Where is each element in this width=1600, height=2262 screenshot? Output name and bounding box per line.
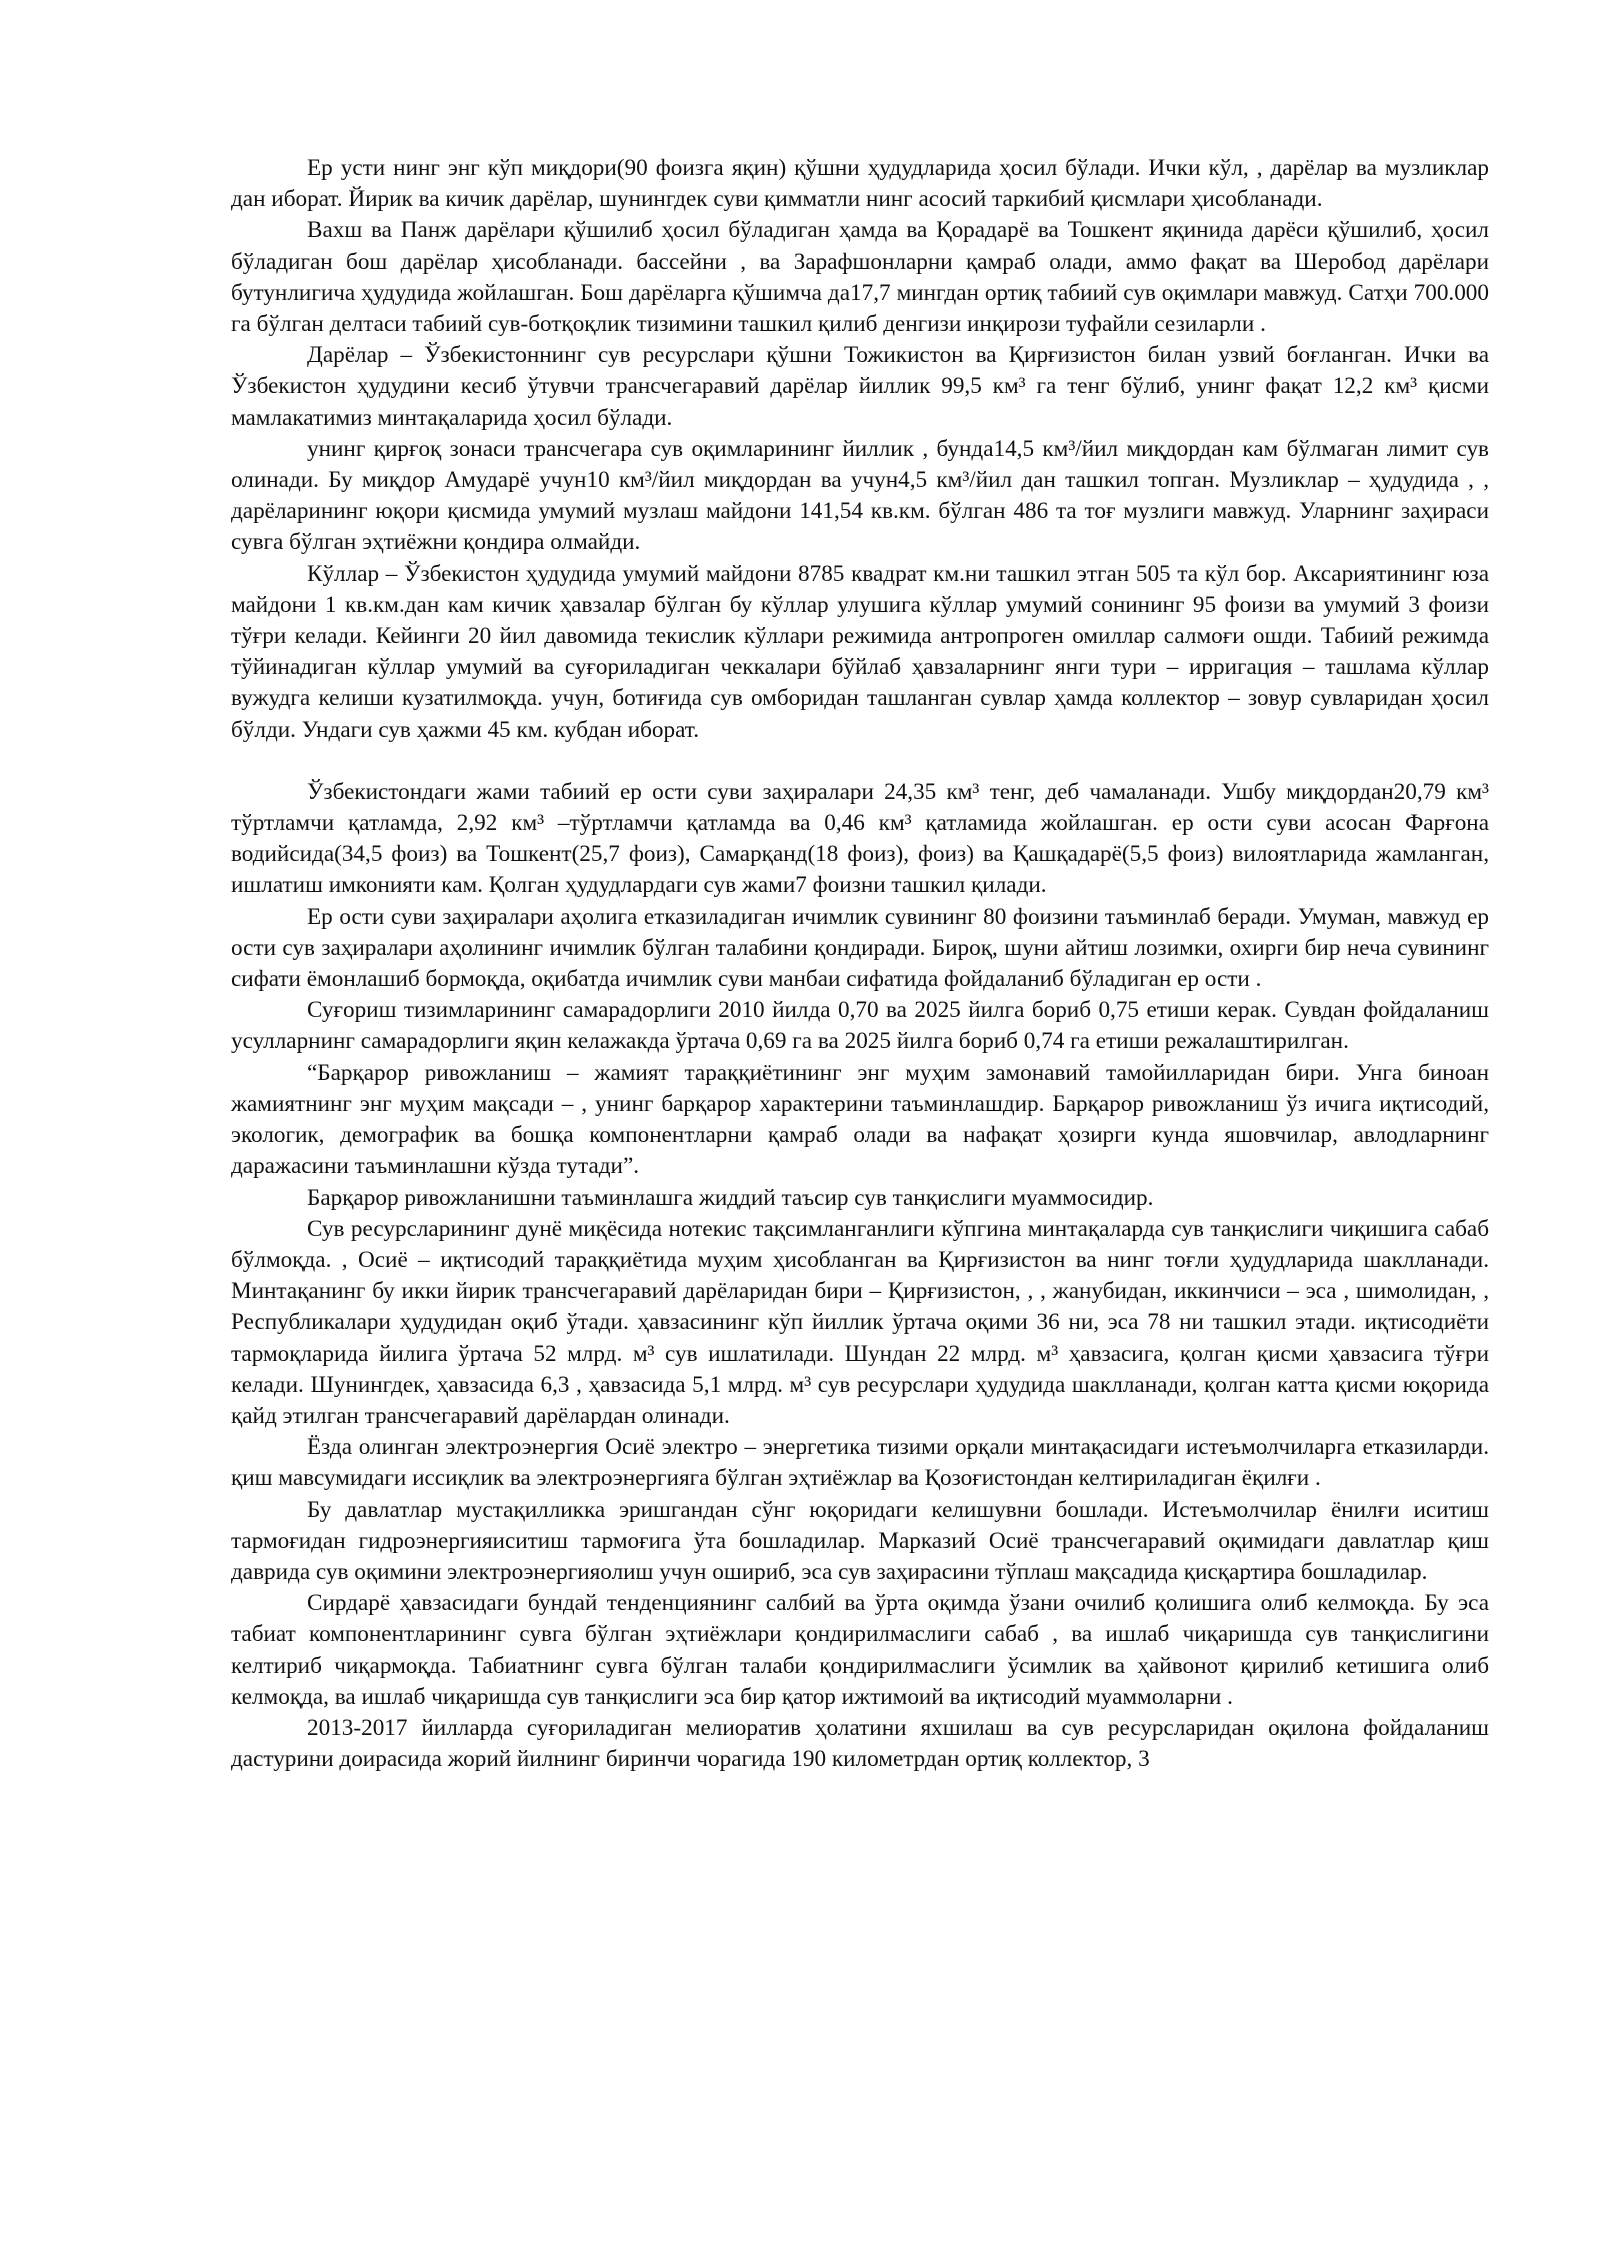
paragraph-lakes: Кўллар – Ўзбекистон ҳудудида умумий майдони 8785 квадрат км.ни ташкил этган 505 та кўл бор. Аксариятининг юза майдони 1 кв.км.дан кам кичик ҳавзалар бўлган бу кўллар улушига кўллар умумий сонининг 95 фоизи ва умумий 3 фоизи тўғри келади. Кейинги 20 йил давомида текислик кўллари режимида антропроген омиллар салмоғи ошди. Табиий режимда тўйинадиган кўллар умумий ва суғориладиган чеккалари бўйлаб ҳавзаларнинг янги тури – ирригация – ташлама кўллар вужудга келиши кузатилмоқда. учун, ботиғида сув омборидан ташланган сувлар ҳамда коллектор – зовур сувларидан ҳосил бўлди. Ундаги сув ҳажми 45 км. кубдан иборат.: [231, 560, 1489, 743]
paragraph-energy-system: Ёзда олинган электроэнергия Осиё электро – энергетика тизими орқали минтақасидаги истеъмолчиларга етказиларди. қиш мавсумидаги иссиқлик ва электроэнергияга бўлган эҳтиёжлар ва Қозоғистондан келтириладиган ёқилғи .: [231, 1434, 1489, 1492]
paragraph-irrigation-efficiency: Суғориш тизимларининг самарадорлиги 2010 йилда 0,70 ва 2025 йилга бориб 0,75 етиши керак. Сувдан фойдаланиш усулларнинг самарадорлиги яқин келажакда ўртача 0,69 га ва 2025 йилга бориб 0,74 га етиши режалаштирилган.: [231, 997, 1489, 1055]
paragraph-rivers: Дарёлар – Ўзбекистоннинг сув ресурслари қўшни Тожикистон ва Қирғизистон билан узвий боғланган. Ички ва Ўзбекистон ҳудудини кесиб ўтувчи трансчегаравий дарёлар йиллик 99,5 км³ га тенг бўлиб, унинг фақат 12,2 км³ қисми мамлакатимиз минтақаларида ҳосил бўлади.: [231, 342, 1489, 431]
paragraph-sustainable-development-quote: “Барқарор ривожланиш – жамият тараққиётининг энг муҳим замонавий тамойилларидан бири. Унга биноан жамиятнинг энг муҳим мақсади – , унинг барқарор характерини таъминлашдир. Барқарор ривожланиш ўз ичига иқтисодий, экологик, демографик ва бошқа компонентларни қамраб олади ва нафақат ҳозирги кунда яшовчилар, авлодларнинг даражасини таъминлашни кўзда тутади”.: [231, 1059, 1489, 1180]
paragraph-program-2013-2017: 2013-2017 йилларда суғориладиган мелиоратив ҳолатини яхшилаш ва сув ресурсларидан оқилона фойдаланиш дастурини доирасида жорий йилнинг биринчи чорагида 190 километрдан ортиқ коллектор, 3: [231, 1714, 1489, 1773]
paragraph-drinking-water: Ер ости суви заҳиралари аҳолига етказиладиган ичимлик сувининг 80 фоизини таъминлаб беради. Умуман, мавжуд ер ости сув заҳиралари аҳолининг ичимлик бўлган талабини қондиради. Бироқ, шуни айтиш лозимки, охирги бир неча сувининг сифати ёмонлашиб бормоқда, оқибатда ичимлик суви манбаи сифатида фойдаланиб бўладиган ер ости .: [231, 903, 1489, 993]
paragraph-independence: Бу давлатлар мустақилликка эришгандан сўнг юқоридаги келишувни бошлади. Истеъмолчилар ёнилғи иситиш тармоғидан гидроэнергияиситиш тармоғига ўта бошладилар. Марказий Осиё трансчегаравий оқимидаги давлатлар қиш даврида сув оқимини электроэнергияолиш учун ошириб, эса сув заҳирасини тўплаш мақсадида қисқартира бошладилар.: [231, 1496, 1489, 1585]
paragraph-glaciers: унинг қирғоқ зонаси трансчегара сув оқимларининг йиллик , бунда14,5 км³/йил миқдордан кам бўлмаган лимит сув олинади. Бу миқдор Амударё учун10 км³/йил миқдордан ва учун4,5 км³/йил дан ташкил топган. Музликлар – ҳудудида , , дарёларининг юқори қисмида умумий музлаш майдони 141,54 кв.км. бўлган 486 та тоғ музлиги мавжуд. Уларнинг заҳираси сувга бўлган эҳтиёжни қондира олмайди.: [231, 435, 1489, 556]
paragraph-main-rivers: Вахш ва Панж дарёлари қўшилиб ҳосил бўладиган ҳамда ва Қорадарё ва Тошкент яқинида дарёси қўшилиб, ҳосил бўладиган бош дарёлар ҳисобланади. бассейни , ва Зарафшонларни қамраб олади, аммо фақат ва Шеробод дарёлари бутунлигича ҳудудида жойлашган. Бош дарёларга қўшимча да17,7 мингдан ортиқ табиий сув оқимлари мавжуд. Сатҳи 700.000 га бўлган делтаси табиий сув-ботқоқлик тизимини ташкил қилиб денгизи инқирози туфайли сезиларли .: [231, 217, 1489, 338]
document-page: [231, 153, 1489, 1775]
paragraph-groundwater-reserves: Ўзбекистондаги жами табиий ер ости суви заҳиралари 24,35 км³ тенг, деб чамаланади. Ушбу миқдордан20,79 км³ тўртламчи қатламда, 2,92 км³ –тўртламчи қатламда ва 0,46 км³ қатламида жойлашган. ер ости суви асосан Фарғона водийсида(34,5 фоиз) ва Тошкент(25,7 фоиз), Самарқанд(18 фоиз), фоиз) ва Қашқадарё(5,5 фоиз) вилоятларида жамланган, ишлатиш имконияти кам. Қолган ҳудудлардаги сув жами7 фоизни ташкил қилади.: [231, 778, 1489, 899]
paragraph-syrdarya-basin: Сирдарё ҳавзасидаги бундай тенденциянинг салбий ва ўрта оқимда ўзани очилиб қолишига олиб келмоқда. Бу эса табиат компонентларининг сувга бўлган эҳтиёжлари қондирилмаслиги сабаб , ва ишлаб чиқаришда сув танқислигини келтириб чиқармоқда. Табиатнинг сувга бўлган талаби қондирилмаслиги ўсимлик ва ҳайвонот қирилиб кетишига олиб келмоқда, ва ишлаб чиқаришда сув танқислиги эса бир қатор ижтимоий ва иқтисодий муаммоларни .: [231, 1590, 1489, 1710]
paragraph-surface-water: Ер усти нинг энг кўп миқдори(90 фоизга яқин) қўшни ҳудудларида ҳосил бўлади. Ички кўл, , дарёлар ва музликлар дан иборат. Йирик ва кичик дарёлар, шунингдек суви қимматли нинг асосий таркибий қисмлари ҳисобланади.: [231, 155, 1489, 213]
paragraph-water-scarcity: Барқарор ривожланишни таъминлашга жиддий таъсир сув танқислиги муаммосидир.: [307, 1184, 1154, 1211]
paragraph-transboundary-rivers: Сув ресурсларининг дунё миқёсида нотекис тақсимланганлиги кўпгина минтақаларда сув танқислиги чиқишига сабаб бўлмоқда. , Осиё – иқтисодий тараққиётида муҳим ҳисобланган ва Қирғизистон ва нинг тоғли ҳудудларида шаклланади. Минтақанинг бу икки йирик трансчегаравий дарёларидан бири – Қирғизистон, , , жанубидан, иккинчиси – эса , шимолидан, , Республикалари ҳудудидан оқиб ўтади. ҳавзасининг кўп йиллик ўртача оқими 36 ни, эса 78 ни ташкил этади. иқтисодиёти тармоқларида йилига ўртача 52 млрд. м³ сув ишлатилади. Шундан 22 млрд. м³ ҳавзасига, қолган қисми ҳавзасига тўғри келади. Шунингдек, ҳавзасида 6,3 , ҳавзасида 5,1 млрд. м³ сув ресурслари ҳудудида шаклланади, қолган катта қисми юқорида қайд этилган трансчегаравий дарёлардан олинади.: [231, 1215, 1489, 1429]
section-spacer: [231, 746, 1489, 777]
